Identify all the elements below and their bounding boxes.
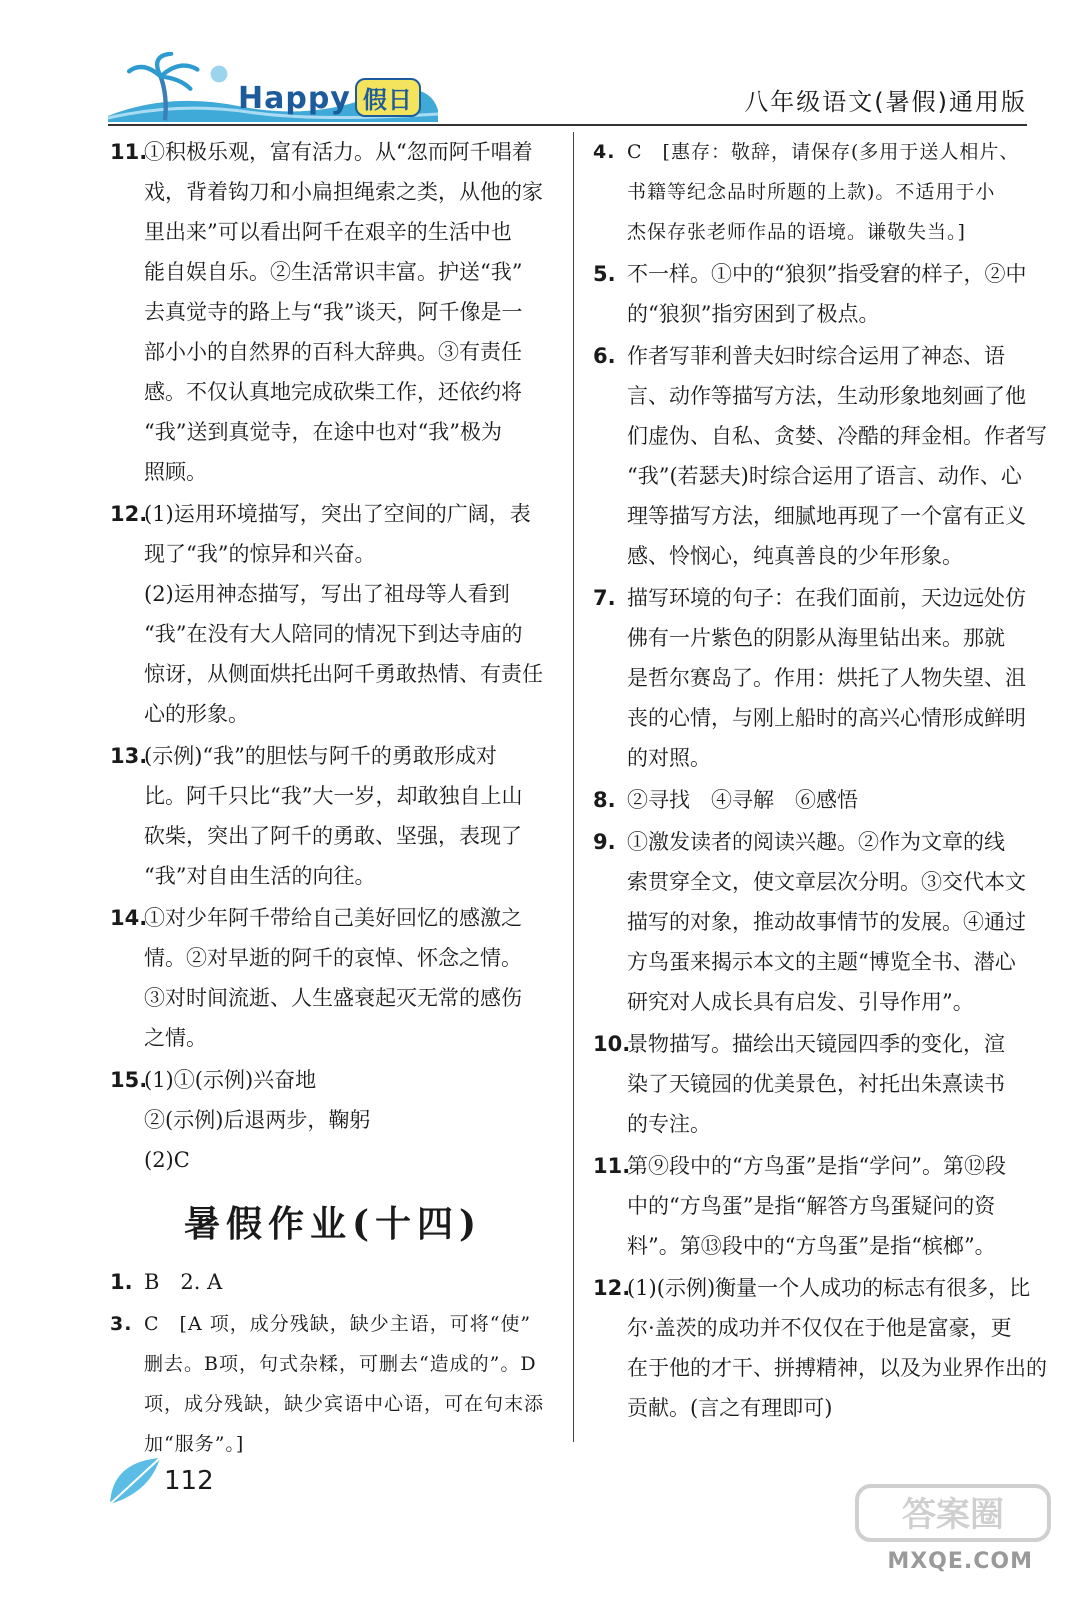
question-number: 10. [593,1032,631,1056]
answer-line: 项，成分残缺，缺少宾语中心语，可在句末添 [144,1393,545,1415]
answer-line: C [A 项，成分残缺，缺少主语，可将“使” [144,1313,532,1335]
answer-line: 加“服务”。] [144,1433,245,1455]
answer-line: 的对照。 [627,746,711,770]
sun-icon [205,60,233,88]
question-number: 4. [593,141,616,163]
answer-item [110,132,556,492]
question-number: 7. [593,586,616,610]
answer-item [110,898,556,1058]
answer-line: 的专注。 [627,1112,711,1136]
question-number: 15. [110,1068,148,1092]
left-column [110,132,556,1466]
answer-line: 佛有一片紫色的阴影从海里钻出来。那就 [627,626,1005,650]
answer-item [593,1024,1031,1144]
answer-line: 染了天镜园的优美景色，衬托出朱熹读书 [627,1072,1005,1096]
answer-line: 方鸟蛋来揭示本文的主题“博览全书、潜心 [627,950,1016,974]
question-number: 12. [110,502,148,526]
answer-item [593,1268,1047,1428]
answer-item [110,736,556,896]
answer-line: “我”送到真觉寺，在途中也对“我”极为 [144,420,502,444]
logo-text [238,78,421,117]
answer-line: 心的形象。 [144,702,249,726]
answer-line: 们虚伪、自私、贪婪、冷酷的拜金相。作者写 [627,424,1047,448]
question-number: 6. [593,344,616,368]
answer-line: ①激发读者的阅读兴趣。②作为文章的线 [627,830,1005,854]
watermark-text: MXQE.COM [887,1549,1033,1574]
answer-line: 现了“我”的惊异和兴奋。 [144,542,376,566]
answer-line: 部小小的自然界的百科大辞典。③有责任 [144,340,522,364]
header-rule [108,124,1027,126]
answer-line: 言、动作等描写方法，生动形象地刻画了他 [627,384,1026,408]
answer-line: 照顾。 [144,460,207,484]
answer-item [110,1262,556,1302]
answer-line: 索贯穿全文，使文章层次分明。③交代本文 [627,870,1026,894]
answer-line: 描写环境的句子：在我们面前，天边远处仿 [627,586,1026,610]
answer-line: 里出来”可以看出阿千在艰辛的生活中也 [144,220,512,244]
answer-line: 描写的对象，推动故事情节的发展。④通过 [627,910,1026,934]
column-divider [573,132,574,1442]
answer-line: 丧的心情，与刚上船时的高兴心情形成鲜明 [627,706,1026,730]
answer-line: 景物描写。描绘出天镜园四季的变化，渲 [627,1032,1005,1056]
answer-line: ②寻找 ④寻解 ⑥感悟 [627,788,858,812]
answer-line: (1)运用环境描写，突出了空间的广阔，表 [144,502,531,526]
answer-line: 砍柴，突出了阿千的勇敢、坚强，表现了 [144,824,522,848]
answer-line: C [惠存：敬辞，请保存(多用于送人相片、 [627,141,1020,163]
answer-line: 感。不仅认真地完成砍柴工作，还依约将 [144,380,522,404]
watermark-logo-icon [853,1478,1053,1548]
leaf-icon [106,1452,166,1512]
answer-item [110,494,556,734]
question-number: 1. [110,1270,133,1294]
question-number: 11. [110,140,148,164]
answer-line: 作者写菲利普夫妇时综合运用了神态、语 [627,344,1005,368]
page-header [0,0,1085,130]
logo-holiday-badge: 假日 [355,78,421,117]
answer-line: (2)C [144,1148,190,1172]
answer-line: 比。阿千只比“我”大一岁，却敢独自上山 [144,784,523,808]
answer-line: 理等描写方法，细腻地再现了一个富有正义 [627,504,1026,528]
answer-line: 惊讶，从侧面烘托出阿千勇敢热情、有责任 [144,662,543,686]
answer-line: 尔·盖茨的成功并不仅仅在于他是富豪，更 [627,1316,1012,1340]
answer-line: 情。②对早逝的阿千的哀悼、怀念之情。 [144,946,522,970]
question-number: 11. [593,1154,631,1178]
answer-line: 去真觉寺的路上与“我”谈天，阿千像是一 [144,300,523,324]
answer-line: ①对少年阿千带给自己美好回忆的感激之 [144,906,522,930]
palm-tree-icon [120,52,210,122]
answer-item [593,254,1031,334]
answer-line: 杰保存张老师作品的语境。谦敬失当。] [627,221,966,243]
question-number: 8. [593,788,616,812]
answer-line: 感、怜悯心，纯真善良的少年形象。 [627,544,963,568]
answer-item [593,336,1047,576]
answer-item [110,1060,556,1180]
answer-line: 不一样。①中的“狼狈”指受窘的样子，②中 [627,262,1027,286]
book-title: 八年级语文(暑假)通用版 [744,88,1027,116]
answer-line: ①积极乐观，富有活力。从“忽而阿千唱着 [144,140,533,164]
page-number-badge [106,1452,216,1512]
logo-happy: Happy [238,81,351,116]
answer-item [593,578,1031,778]
answer-line: (1)①(示例)兴奋地 [144,1068,317,1092]
question-number: 9. [593,830,616,854]
question-number: 5. [593,262,616,286]
answer-line: (1)(示例)衡量一个人成功的标志有很多，比 [627,1276,1031,1300]
answer-line: 戏，背着钩刀和小扁担绳索之类，从他的家 [144,180,543,204]
answer-line: 是哲尔赛岛了。作用：烘托了人物失望、沮 [627,666,1026,690]
answer-line: 在于他的才干、拼搏精神，以及为业界作出的 [627,1356,1047,1380]
watermark [843,1478,1063,1588]
answer-line: (2)运用神态描写，写出了祖母等人看到 [144,582,510,606]
answer-item [593,132,1031,252]
answer-line: 删去。B项，句式杂糅，可删去“造成的”。D [144,1353,537,1375]
answer-line: (示例)“我”的胆怯与阿千的勇敢形成对 [144,744,497,768]
answer-line: “我”(若瑟夫)时综合运用了语言、动作、心 [627,464,1022,488]
svg-text:答案圈: 答案圈 [902,1495,1004,1535]
question-number: 12. [593,1276,631,1300]
answer-line: 中的“方鸟蛋”是指“解答方鸟蛋疑问的资 [627,1194,996,1218]
right-column [593,132,1047,1430]
answer-line: 之情。 [144,1026,207,1050]
answer-line: 书籍等纪念品时所题的上款)。不适用于小 [627,181,996,203]
answer-line: 的“狼狈”指穷困到了极点。 [627,302,880,326]
answer-line: 第⑨段中的“方鸟蛋”是指“学问”。第⑫段 [627,1154,1006,1178]
answer-line: 能自娱自乐。②生活常识丰富。护送“我” [144,260,523,284]
answer-line: 研究对人成长具有启发、引导作用”。 [627,990,974,1014]
answer-item [593,1146,1031,1266]
answer-line: “我”对自由生活的向往。 [144,864,376,888]
answer-item [593,822,1031,1022]
question-number: 14. [110,906,148,930]
answer-line: ③对时间流逝、人生盛衰起灭无常的感伤 [144,986,522,1010]
answer-item [593,780,1031,820]
answer-line: B 2. A [144,1270,223,1294]
answer-line: “我”在没有大人陪同的情况下到达寺庙的 [144,622,523,646]
page-number: 112 [164,1466,214,1496]
answer-item [110,1304,556,1464]
answer-line: 料”。第⑬段中的“方鸟蛋”是指“槟榔”。 [627,1234,996,1258]
answer-line: ②(示例)后退两步，鞠躬 [144,1108,371,1132]
question-number: 13. [110,744,148,768]
section-title: 暑假作业(十四) [183,1203,483,1245]
answer-line: 贡献。(言之有理即可) [627,1396,833,1420]
question-number: 3. [110,1313,133,1335]
